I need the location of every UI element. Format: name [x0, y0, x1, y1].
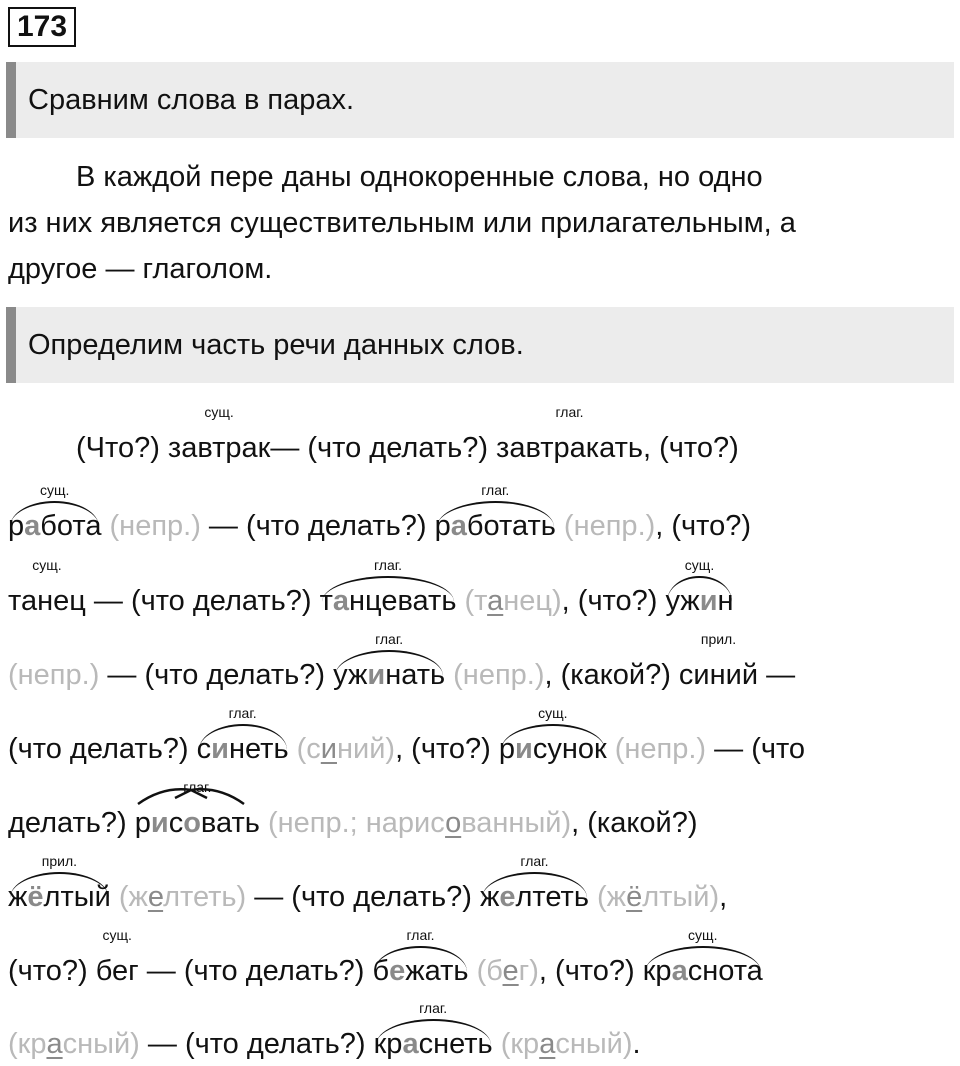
pos-tag: глаг. [419, 1000, 448, 1016]
pos-tag: глаг. [228, 705, 257, 721]
pos-tag: глаг. [481, 482, 510, 498]
pos-tag: сущ. [32, 557, 62, 573]
word-bezhat: глаг. бежать [372, 954, 468, 988]
pos-tag: прил. [700, 631, 737, 647]
root-vowel: и [699, 585, 718, 617]
text: делать?) [8, 807, 135, 839]
text: — (что делать?) [200, 510, 435, 542]
word-zavtrakat [496, 404, 643, 465]
root-vowel: е [499, 881, 516, 913]
pos-tag: прил. [41, 853, 78, 869]
intro-paragraph [8, 154, 948, 292]
note: (непр.) [8, 659, 100, 691]
root-vowel: и [367, 659, 386, 691]
text: , (что?) [561, 585, 666, 617]
note: (непр.) [555, 510, 656, 542]
section-header-compare: Сравним слова в парах. [6, 62, 954, 138]
word: синий [678, 659, 759, 691]
word-beg [95, 927, 139, 988]
root-vowel: и [150, 807, 169, 839]
text: , (что?) [643, 432, 739, 464]
text: — (что делать?) [139, 1028, 374, 1060]
root-vowel: ё [27, 881, 44, 913]
word-siniy [678, 631, 759, 692]
root-vowel: е [389, 955, 406, 987]
pos-tag: глаг. [375, 631, 404, 647]
root-vowel: а [450, 510, 467, 542]
note: (синий) [288, 733, 396, 765]
root-vowel: и [515, 733, 533, 765]
root-vowel: а [671, 955, 688, 987]
text: , (какой?) [544, 659, 679, 691]
text: — (что делать?) [270, 432, 497, 464]
word-zavtrak [167, 404, 271, 465]
pos-tag: сущ. [204, 404, 234, 420]
pos-tag: глаг. [183, 779, 212, 795]
analysis-line-7 [8, 853, 728, 914]
word: завтракать [496, 432, 643, 464]
root-vowel: а [332, 585, 350, 617]
text: — (что делать?) [99, 659, 334, 691]
text: (Что?) [76, 432, 168, 464]
root-vowel: о [183, 807, 201, 839]
paragraph-line-2: из них является существительным или прилагательным, а [8, 207, 796, 239]
pos-tag: сущ. [102, 927, 132, 943]
analysis-line-1 [76, 404, 739, 465]
text: , (что?) [395, 733, 499, 765]
note: (желтеть) [110, 881, 247, 913]
word-risovat: глаг. рисовать [135, 806, 260, 840]
root-vowel: а [402, 1028, 419, 1060]
text: — (что делать?) [246, 881, 480, 913]
note: (непр.) [606, 733, 707, 765]
root-arc-icon [135, 784, 247, 808]
text: (что делать?) [8, 733, 197, 765]
note: (непр.) [445, 659, 545, 691]
text: , (что?) [655, 510, 752, 542]
text: , [719, 881, 728, 913]
section-header-parts-of-speech: Определим часть речи данных слов. [6, 307, 954, 383]
analysis-line-2 [8, 482, 752, 543]
word-tanets [8, 557, 86, 618]
note: (непр.) [101, 510, 201, 542]
pos-tag: сущ. [684, 557, 715, 573]
analysis-line-4 [8, 631, 796, 692]
note: (красный) [8, 1028, 140, 1060]
pos-tag: глаг. [555, 404, 584, 420]
analysis-line-6 [8, 779, 698, 840]
text: — (что [706, 733, 806, 765]
word-tantsevat: глаг. танцевать [320, 584, 457, 618]
pos-tag: сущ. [40, 482, 70, 498]
text: . [632, 1028, 641, 1060]
word-rabotat: глаг. работать [435, 509, 556, 543]
root-vowel: а [24, 510, 41, 542]
pos-tag: глаг. [406, 927, 435, 943]
pos-tag: сущ. [538, 705, 568, 721]
paragraph-line-3: другое — глаголом. [8, 253, 273, 285]
word-uzhinat: глаг. ужинать [333, 658, 445, 692]
note: (красный) [492, 1028, 633, 1060]
word: танец [8, 585, 86, 617]
note: (непр.; нарисованный) [259, 807, 572, 839]
word-uzhin: сущ. ужин [665, 584, 733, 618]
text: — [758, 659, 796, 691]
paragraph-line-1: В каждой пере даны однокоренные слова, но одно [76, 161, 763, 193]
analysis-line-9 [8, 1000, 641, 1061]
word-risunok: сущ. рисунок [499, 732, 607, 766]
word-rabota: сущ. работа [8, 509, 101, 543]
word: завтрак [167, 432, 271, 464]
text: , (что?) [538, 955, 643, 987]
note: (бег) [468, 955, 539, 987]
word-zheltet: глаг. желтеть [480, 880, 589, 914]
pos-tag: глаг. [520, 853, 549, 869]
text: (что?) [8, 955, 96, 987]
word-krasnet: глаг. краснеть [374, 1027, 493, 1061]
text: , (какой?) [571, 807, 698, 839]
analysis-line-8 [8, 927, 763, 988]
analysis-line-5 [8, 705, 806, 766]
exercise-number: 173 [8, 7, 76, 47]
text: — (что делать?) [138, 955, 373, 987]
note: (танец) [456, 585, 562, 617]
note: (жёлтый) [588, 881, 720, 913]
analysis-line-3 [8, 557, 734, 618]
word-krasnota: сущ. краснота [643, 954, 763, 988]
word-zheltyy: прил. жёлтый [8, 880, 111, 914]
root-vowel: и [211, 733, 229, 765]
word: бег [95, 955, 139, 987]
text: — (что делать?) [85, 585, 320, 617]
pos-tag: сущ. [688, 927, 718, 943]
word-sinet: глаг. синеть [197, 732, 289, 766]
pos-tag: глаг. [373, 557, 403, 573]
